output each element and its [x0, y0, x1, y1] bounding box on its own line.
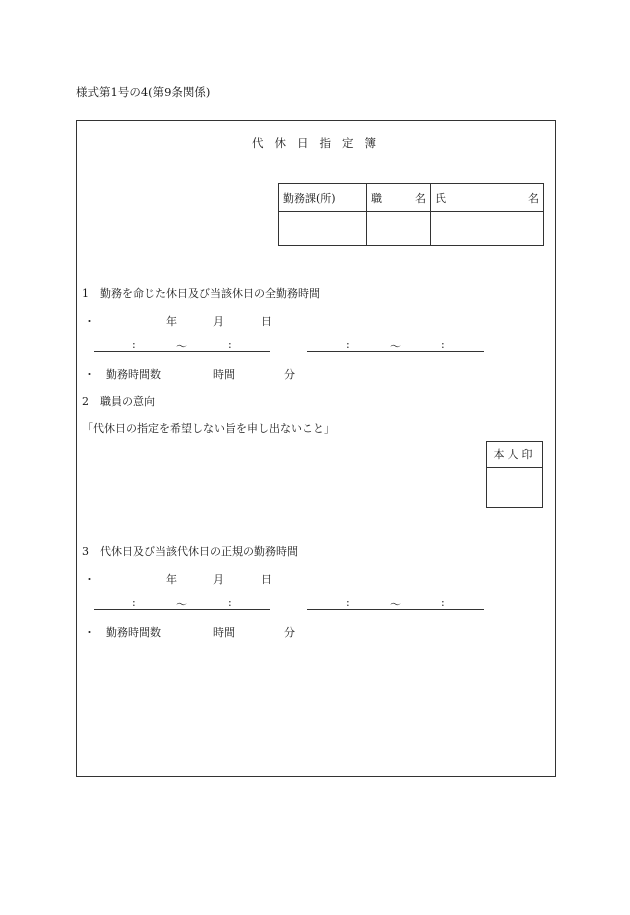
seal-label: 本人印: [487, 442, 542, 468]
section3-month-label: 月: [213, 573, 224, 586]
section3-hours-unit: 時間: [213, 626, 235, 639]
section1-hours-unit: 時間: [213, 368, 235, 381]
section3-heading: 3 代休日及び当該代休日の正規の勤務時間: [82, 545, 298, 558]
section3-year-label: 年: [166, 573, 177, 586]
dept-header: 勤務課(所): [279, 184, 367, 212]
form-title: 代休日指定簿: [252, 136, 387, 150]
section3-hours-bullet: ・: [84, 626, 95, 639]
section3-range2-underline[interactable]: [307, 609, 484, 610]
section1-month-label: 月: [213, 315, 224, 328]
section3-range2-start-colon: :: [346, 596, 350, 609]
section3-range1-underline[interactable]: [94, 609, 270, 610]
section3-minutes-unit: 分: [284, 626, 295, 639]
section3-day-label: 日: [261, 573, 272, 586]
position-field[interactable]: [367, 212, 431, 246]
section1-year-label: 年: [166, 315, 177, 328]
section1-range2-tilde: 〜: [390, 340, 401, 353]
section1-range2-start-colon: :: [346, 338, 350, 351]
form-number: 様式第1号の4(第9条関係): [76, 85, 211, 99]
section1-range1-start-colon: :: [132, 338, 136, 351]
section1-range2-underline[interactable]: [307, 351, 484, 352]
name-field[interactable]: [431, 212, 544, 246]
section2-heading: 2 職員の意向: [82, 395, 155, 408]
section3-range2-tilde: 〜: [390, 598, 401, 611]
section1-heading: 1 勤務を命じた休日及び当該休日の全勤務時間: [82, 287, 320, 300]
name-header-char-1: 氏: [435, 191, 446, 205]
name-header: [431, 184, 544, 212]
seal-box[interactable]: [486, 441, 543, 508]
section2-statement: 「代休日の指定を希望しない旨を申し出ないこと」: [82, 422, 335, 435]
employee-info-table: [278, 183, 544, 246]
section1-range1-underline[interactable]: [94, 351, 270, 352]
section1-range1-end-colon: :: [228, 338, 232, 351]
position-header-char-1: 職: [371, 191, 382, 205]
position-header-char-2: 名: [415, 191, 426, 205]
dept-field[interactable]: [279, 212, 367, 246]
section1-range2-end-colon: :: [441, 338, 445, 351]
section3-hours-label: 勤務時間数: [106, 626, 161, 639]
section3-range1-start-colon: :: [132, 596, 136, 609]
section3-date-bullet: ・: [84, 573, 95, 586]
section3-range1-end-colon: :: [228, 596, 232, 609]
section3-range1-tilde: 〜: [176, 598, 187, 611]
section1-range1-tilde: 〜: [176, 340, 187, 353]
section1-day-label: 日: [261, 315, 272, 328]
name-header-char-2: 名: [528, 191, 539, 205]
section3-range2-end-colon: :: [441, 596, 445, 609]
section1-hours-label: 勤務時間数: [106, 368, 161, 381]
section1-minutes-unit: 分: [284, 368, 295, 381]
section1-hours-bullet: ・: [84, 368, 95, 381]
section1-date-bullet: ・: [84, 315, 95, 328]
position-header: [367, 184, 431, 212]
